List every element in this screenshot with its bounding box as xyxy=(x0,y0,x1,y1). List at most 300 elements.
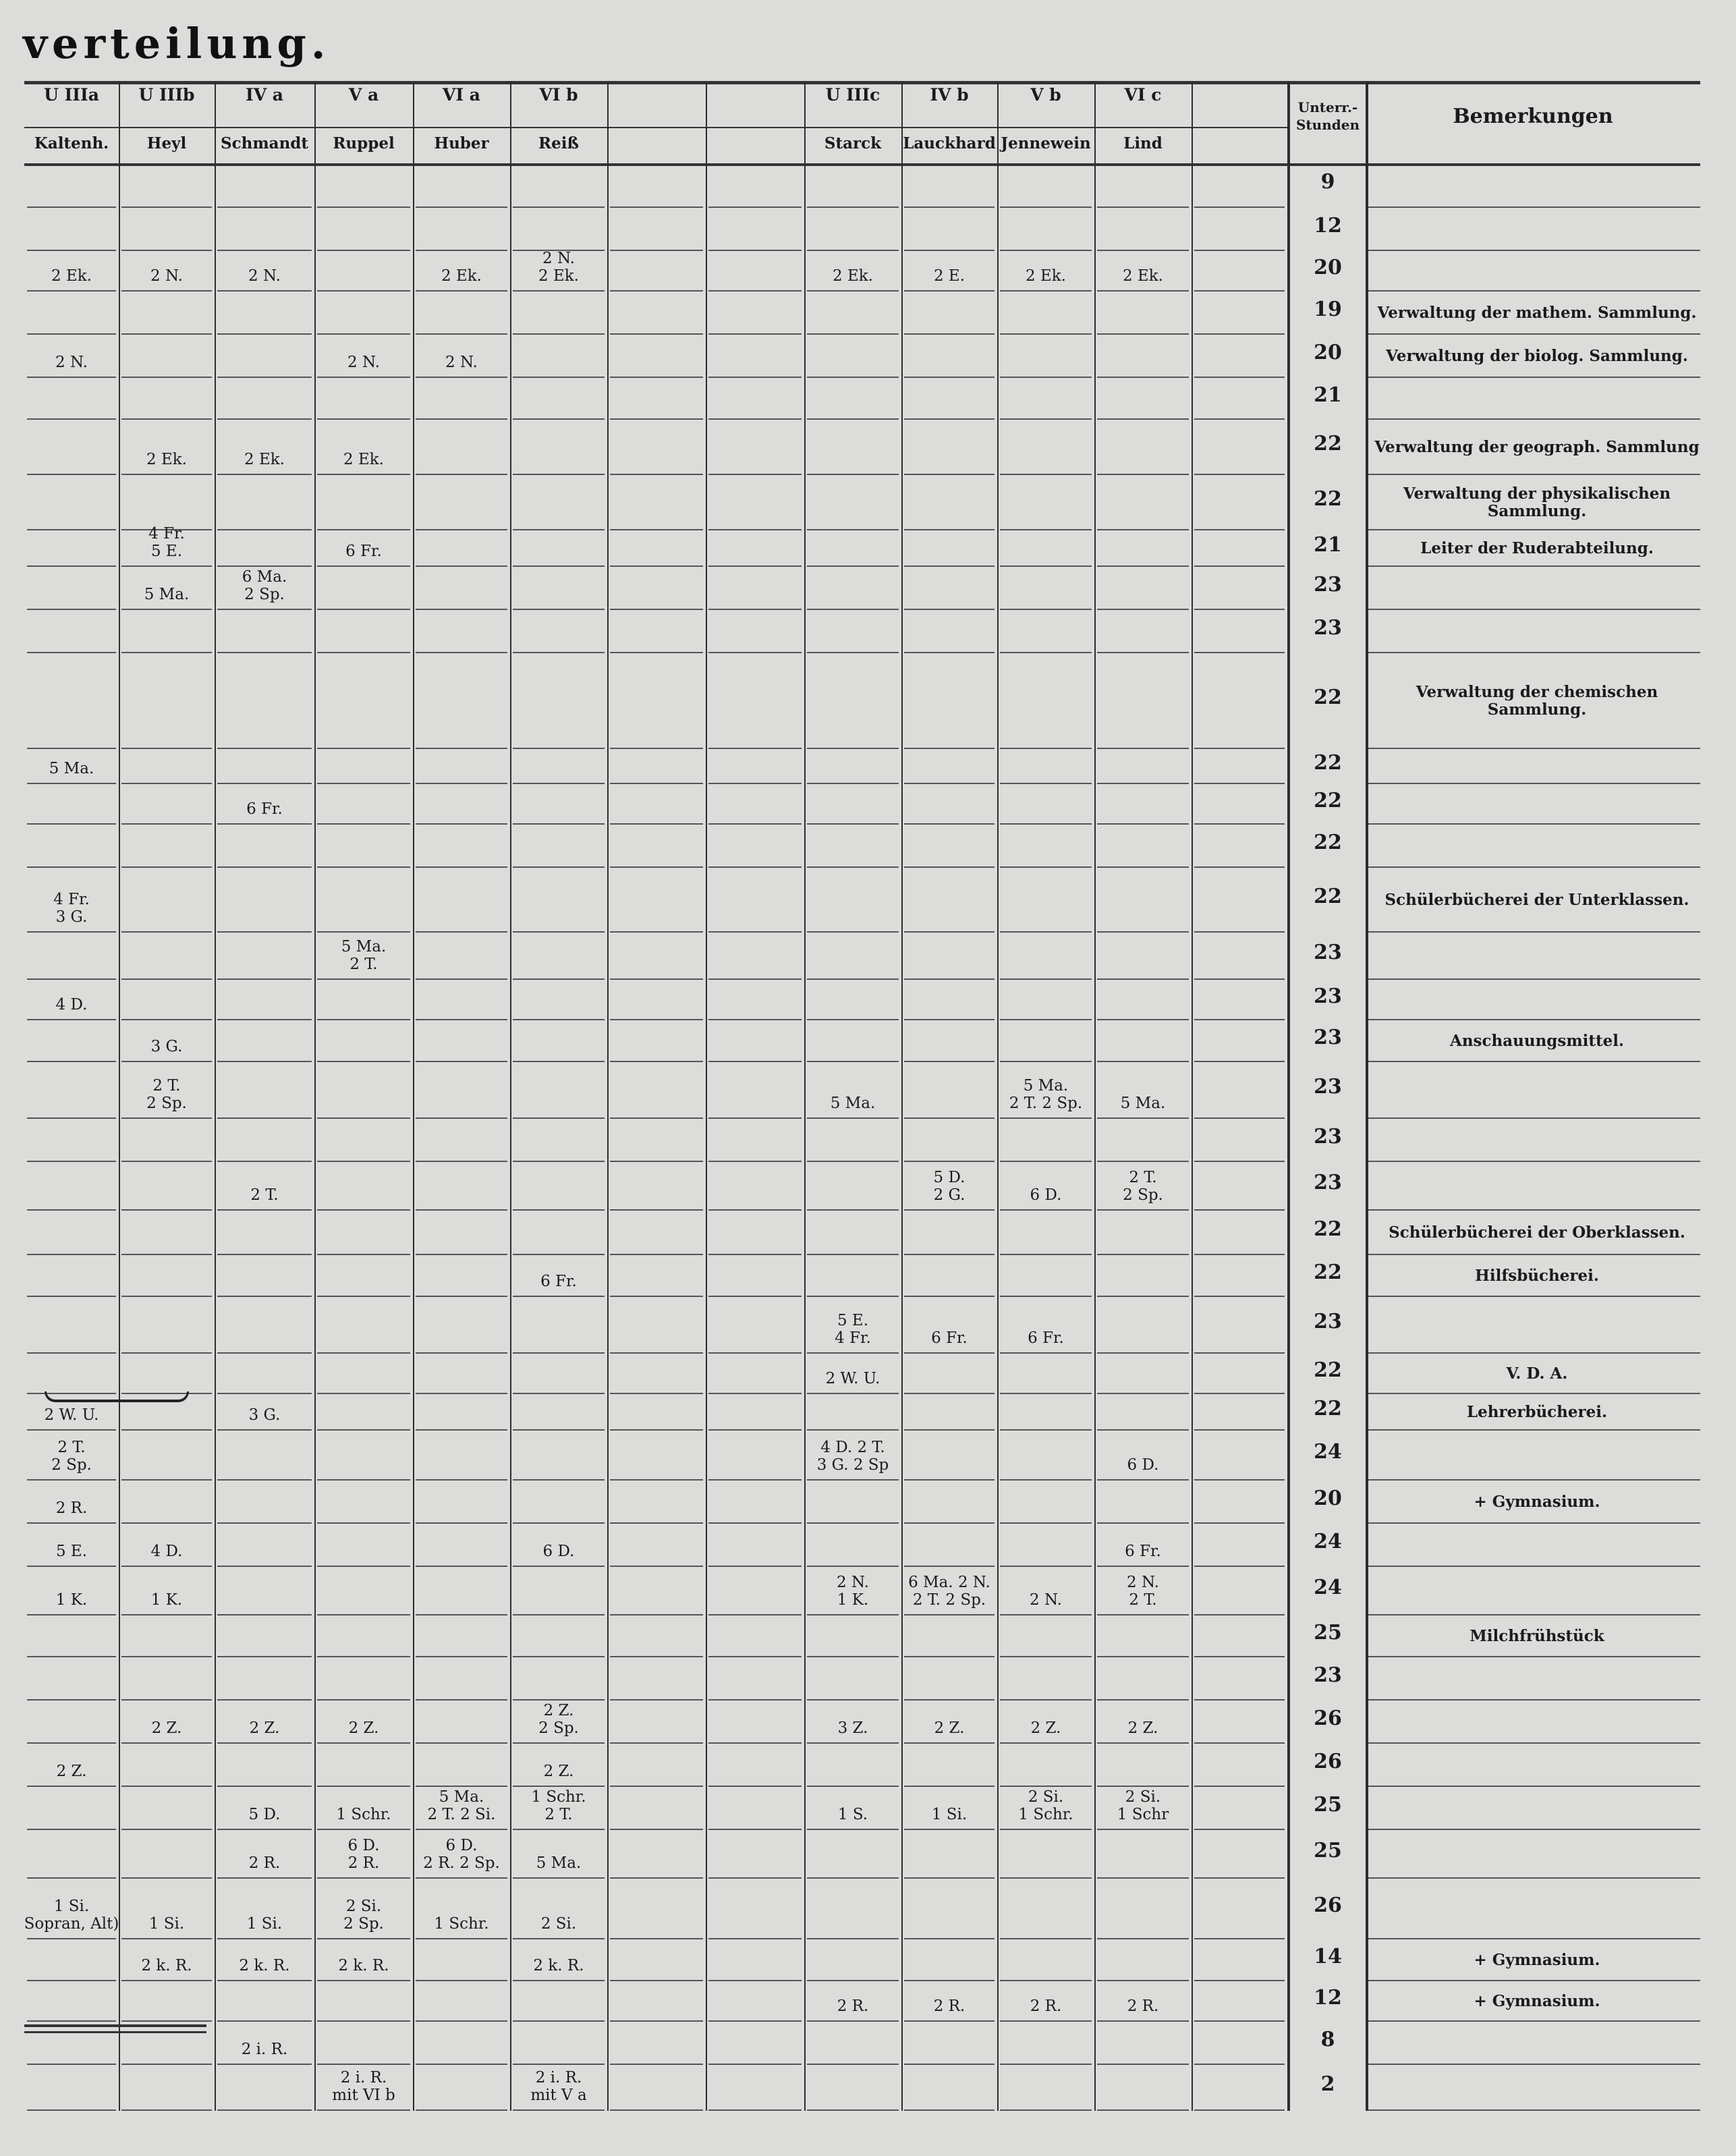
row-rule xyxy=(317,290,410,292)
row-rule xyxy=(1000,1429,1092,1431)
row-rule xyxy=(1000,474,1092,475)
row-rule xyxy=(513,1614,605,1615)
row-rule xyxy=(610,1522,703,1524)
hours-value: 20 xyxy=(1314,1487,1342,1510)
row-rule xyxy=(121,978,212,980)
row-rule xyxy=(27,1938,116,1939)
row-rule xyxy=(708,1254,802,1255)
row-rule xyxy=(610,1786,703,1787)
row-rule xyxy=(416,1117,507,1119)
row-rule xyxy=(807,978,899,980)
row-rule xyxy=(708,333,802,335)
row-rule xyxy=(1000,1614,1092,1615)
row-rule xyxy=(1194,1980,1285,1981)
row-rule xyxy=(904,2020,995,2022)
row-rule xyxy=(27,474,116,475)
table-cell: 5 Ma. xyxy=(536,1854,582,1872)
table-cell: 1 Si. xyxy=(931,1806,968,1823)
table-cell: 2 Ek. xyxy=(1123,267,1163,285)
row-rule xyxy=(610,529,703,530)
row-rule xyxy=(807,1786,899,1787)
teacher-header: Heyl xyxy=(146,134,187,153)
row-rule xyxy=(1368,783,1700,784)
row-rule xyxy=(513,1117,605,1119)
row-rule xyxy=(708,1829,802,1830)
row-rule xyxy=(217,1161,312,1162)
row-rule xyxy=(1097,1938,1189,1939)
row-rule xyxy=(1194,609,1285,610)
row-rule xyxy=(1097,1352,1189,1354)
row-rule xyxy=(1368,931,1700,933)
column-divider xyxy=(607,81,609,2111)
row-rule xyxy=(610,1656,703,1657)
class-header: U IIIa xyxy=(44,85,99,105)
row-rule xyxy=(1194,250,1285,251)
row-rule xyxy=(1097,1117,1189,1119)
row-rule xyxy=(1368,474,1700,475)
row-rule xyxy=(1368,1019,1700,1020)
hours-value: 20 xyxy=(1314,341,1342,364)
row-rule xyxy=(1194,2109,1285,2111)
row-rule xyxy=(121,783,212,784)
row-rule xyxy=(708,978,802,980)
hours-value: 22 xyxy=(1314,1397,1342,1420)
row-rule xyxy=(1097,783,1189,784)
row-rule xyxy=(1000,866,1092,868)
table-cell: 2 Ek. xyxy=(146,451,187,468)
row-rule xyxy=(1000,1479,1092,1481)
row-rule xyxy=(610,1296,703,1297)
row-rule xyxy=(904,418,995,420)
row-rule xyxy=(1194,1938,1285,1939)
row-rule xyxy=(1194,206,1285,208)
row-rule xyxy=(416,1019,507,1020)
row-rule xyxy=(513,377,605,378)
row-rule xyxy=(513,333,605,335)
row-rule xyxy=(807,1429,899,1431)
row-rule xyxy=(807,1352,899,1354)
row-rule xyxy=(121,333,212,335)
row-rule xyxy=(513,1742,605,1744)
row-rule xyxy=(317,1479,410,1481)
hours-value: 26 xyxy=(1314,1894,1342,1917)
row-rule xyxy=(1000,565,1092,567)
row-rule xyxy=(513,1522,605,1524)
hours-value: 8 xyxy=(1320,2028,1335,2051)
row-rule xyxy=(217,1393,312,1394)
row-rule xyxy=(317,1980,410,1981)
row-rule xyxy=(416,652,507,653)
row-rule xyxy=(1368,250,1700,251)
row-rule xyxy=(513,1938,605,1939)
row-rule xyxy=(1194,1209,1285,1211)
row-rule xyxy=(217,1614,312,1615)
row-rule xyxy=(1368,290,1700,292)
row-rule xyxy=(27,783,116,784)
column-divider xyxy=(1366,81,1368,2111)
row-rule xyxy=(513,1786,605,1787)
row-rule xyxy=(513,1656,605,1657)
remark: Verwaltung der chemischen Sammlung. xyxy=(1416,683,1658,719)
row-rule xyxy=(317,866,410,868)
row-rule xyxy=(513,1161,605,1162)
hours-value: 22 xyxy=(1314,1261,1342,1284)
row-rule xyxy=(317,1117,410,1119)
row-rule xyxy=(904,333,995,335)
row-rule xyxy=(610,652,703,653)
row-rule xyxy=(416,1393,507,1394)
row-rule xyxy=(27,1786,116,1787)
hours-value: 23 xyxy=(1314,1125,1342,1149)
table-cell: 4 D. xyxy=(150,1543,183,1560)
row-rule xyxy=(807,1614,899,1615)
row-rule xyxy=(904,1742,995,1744)
hours-value: 22 xyxy=(1314,1358,1342,1382)
row-rule xyxy=(904,1117,995,1119)
hours-value: 24 xyxy=(1314,1576,1342,1599)
row-rule xyxy=(217,1742,312,1744)
row-rule xyxy=(1194,290,1285,292)
row-rule xyxy=(27,2064,116,2065)
remark: Verwaltung der biolog. Sammlung. xyxy=(1386,347,1688,365)
row-rule xyxy=(1097,1209,1189,1211)
row-rule xyxy=(317,333,410,335)
table-cell: 6 Fr. xyxy=(345,543,382,560)
row-rule xyxy=(1097,609,1189,610)
row-rule xyxy=(217,1877,312,1879)
row-rule xyxy=(1194,783,1285,784)
row-rule xyxy=(708,418,802,420)
table-cell: 2 N. xyxy=(445,354,478,371)
row-rule xyxy=(1097,652,1189,653)
hours-value: 21 xyxy=(1314,533,1342,557)
class-header: IV a xyxy=(246,85,283,105)
row-rule xyxy=(807,290,899,292)
hours-value: 23 xyxy=(1314,985,1342,1008)
row-rule xyxy=(904,1938,995,1939)
row-rule xyxy=(1000,250,1092,251)
row-rule xyxy=(904,1254,995,1255)
row-rule xyxy=(1097,2020,1189,2022)
row-rule xyxy=(317,250,410,251)
row-rule xyxy=(807,1019,899,1020)
table-cell: 6 Fr. xyxy=(1028,1329,1064,1347)
hours-value: 12 xyxy=(1314,214,1342,238)
table-cell: 2 Si. 1 Schr. xyxy=(1018,1788,1073,1823)
table-cell: 5 Ma. 2 T. 2 Si. xyxy=(427,1788,496,1823)
row-rule xyxy=(807,2020,899,2022)
row-rule xyxy=(217,823,312,825)
row-rule xyxy=(27,866,116,868)
remark: Verwaltung der mathem. Sammlung. xyxy=(1377,304,1697,322)
row-rule xyxy=(513,1352,605,1354)
row-rule xyxy=(317,1393,410,1394)
row-rule xyxy=(27,1742,116,1744)
row-rule xyxy=(1000,529,1092,530)
row-rule xyxy=(1097,931,1189,933)
row-rule xyxy=(904,1209,995,1211)
row-rule xyxy=(27,1877,116,1879)
row-rule xyxy=(317,1786,410,1787)
row-rule xyxy=(121,290,212,292)
row-rule xyxy=(513,1429,605,1431)
table-cell: 2 T. xyxy=(250,1186,279,1204)
row-rule xyxy=(904,1352,995,1354)
row-rule xyxy=(513,1061,605,1062)
row-rule xyxy=(513,1566,605,1567)
row-rule xyxy=(807,931,899,933)
row-rule xyxy=(1000,1829,1092,1830)
row-rule xyxy=(27,290,116,292)
row-rule xyxy=(904,652,995,653)
table-cell: 2 k. R. xyxy=(141,1957,192,1974)
row-rule xyxy=(807,1522,899,1524)
row-rule xyxy=(217,1061,312,1062)
row-rule xyxy=(1097,1393,1189,1394)
row-rule xyxy=(1194,1117,1285,1119)
row-rule xyxy=(1097,1742,1189,1744)
row-rule xyxy=(317,1254,410,1255)
table-cell: 1 Schr. xyxy=(434,1915,489,1933)
table-cell: 6 Ma. 2 N. 2 T. 2 Sp. xyxy=(908,1574,990,1609)
row-rule xyxy=(610,1117,703,1119)
row-rule xyxy=(904,866,995,868)
row-rule xyxy=(904,290,995,292)
row-rule xyxy=(121,1980,212,1981)
row-rule xyxy=(217,931,312,933)
row-rule xyxy=(1368,1699,1700,1701)
row-rule xyxy=(904,1296,995,1297)
row-rule xyxy=(708,1938,802,1939)
hours-value: 14 xyxy=(1314,1945,1342,1968)
row-rule xyxy=(807,1479,899,1481)
row-rule xyxy=(807,206,899,208)
row-rule xyxy=(1000,1117,1092,1119)
row-rule xyxy=(1000,377,1092,378)
row-rule xyxy=(121,1019,212,1020)
hours-header: Unterr.- Stunden xyxy=(1295,99,1360,133)
row-rule xyxy=(513,2064,605,2065)
row-rule xyxy=(416,783,507,784)
class-header: V a xyxy=(348,85,379,105)
row-rule xyxy=(317,1161,410,1162)
hours-value: 23 xyxy=(1314,1171,1342,1194)
row-rule xyxy=(708,1393,802,1394)
row-rule xyxy=(1097,1522,1189,1524)
row-rule xyxy=(317,2109,410,2111)
table-cell: 1 K. xyxy=(150,1591,183,1609)
row-rule xyxy=(1368,1161,1700,1162)
row-rule xyxy=(27,609,116,610)
row-rule xyxy=(1097,1614,1189,1615)
row-rule xyxy=(610,2020,703,2022)
row-rule xyxy=(807,1254,899,1255)
row-rule xyxy=(416,609,507,610)
table-cell: 2 Z. xyxy=(1127,1719,1158,1737)
row-rule xyxy=(708,1161,802,1162)
row-rule xyxy=(317,377,410,378)
row-rule xyxy=(27,1296,116,1297)
row-rule xyxy=(904,978,995,980)
hours-value: 24 xyxy=(1314,1530,1342,1553)
remark: Anschauungsmittel. xyxy=(1449,1032,1625,1050)
row-rule xyxy=(1368,866,1700,868)
row-rule xyxy=(1000,2064,1092,2065)
teacher-header: Kaltenh. xyxy=(34,134,109,153)
table-cell: 2 Ek. xyxy=(343,451,384,468)
row-rule xyxy=(1194,2020,1285,2022)
row-rule xyxy=(416,1980,507,1981)
row-rule xyxy=(416,1938,507,1939)
row-rule xyxy=(1000,978,1092,980)
row-rule xyxy=(121,1161,212,1162)
table-cell: 1 Schr. xyxy=(336,1806,391,1823)
row-rule xyxy=(416,1566,507,1567)
row-rule xyxy=(807,1742,899,1744)
row-rule xyxy=(27,1479,116,1481)
row-rule xyxy=(610,333,703,335)
row-rule xyxy=(27,1429,116,1431)
row-rule xyxy=(317,1614,410,1615)
row-rule xyxy=(1368,2109,1700,2111)
row-rule xyxy=(807,783,899,784)
row-rule xyxy=(807,1566,899,1567)
row-rule xyxy=(121,1699,212,1701)
row-rule xyxy=(27,418,116,420)
row-rule xyxy=(1000,1061,1092,1062)
row-rule xyxy=(416,2109,507,2111)
row-rule xyxy=(217,1296,312,1297)
row-rule xyxy=(610,1980,703,1981)
row-rule xyxy=(708,1019,802,1020)
row-rule xyxy=(317,1296,410,1297)
row-rule xyxy=(317,1938,410,1939)
column-divider xyxy=(119,81,120,2111)
row-rule xyxy=(708,1522,802,1524)
row-rule xyxy=(416,1254,507,1255)
row-rule xyxy=(807,1877,899,1879)
row-rule xyxy=(27,1254,116,1255)
row-rule xyxy=(904,1699,995,1701)
row-rule xyxy=(416,1786,507,1787)
row-rule xyxy=(513,1479,605,1481)
table-cell: 2 R. xyxy=(837,1997,869,2015)
row-rule xyxy=(807,1656,899,1657)
table-cell: 2 N. 2 T. xyxy=(1127,1574,1159,1609)
class-header: V b xyxy=(1030,85,1061,105)
row-rule xyxy=(807,418,899,420)
row-rule xyxy=(610,1352,703,1354)
remark: Verwaltung der geograph. Sammlung xyxy=(1374,438,1700,456)
row-rule xyxy=(807,1393,899,1394)
hours-value: 23 xyxy=(1314,941,1342,964)
row-rule xyxy=(708,1429,802,1431)
row-rule xyxy=(121,1117,212,1119)
row-rule xyxy=(27,1352,116,1354)
table-cell: 2 N. xyxy=(1030,1591,1062,1609)
row-rule xyxy=(513,748,605,749)
row-rule xyxy=(1194,1254,1285,1255)
row-rule xyxy=(121,1829,212,1830)
row-rule xyxy=(904,1614,995,1615)
top-rule xyxy=(24,81,1700,84)
row-rule xyxy=(121,652,212,653)
row-rule xyxy=(416,866,507,868)
row-rule xyxy=(1194,1614,1285,1615)
row-rule xyxy=(217,250,312,251)
row-rule xyxy=(610,1254,703,1255)
row-rule xyxy=(1368,1352,1700,1354)
hours-value: 22 xyxy=(1314,432,1342,455)
row-rule xyxy=(708,1656,802,1657)
row-rule xyxy=(513,652,605,653)
table-cell: 2 Si. 1 Schr xyxy=(1117,1788,1169,1823)
row-rule xyxy=(610,418,703,420)
row-rule xyxy=(217,206,312,208)
row-rule xyxy=(416,474,507,475)
row-rule xyxy=(513,1296,605,1297)
row-rule xyxy=(121,377,212,378)
column-divider xyxy=(510,81,511,2111)
column-divider xyxy=(413,81,414,2111)
row-rule xyxy=(217,2020,312,2022)
row-rule xyxy=(904,250,995,251)
header-mid-rule xyxy=(24,127,1287,128)
row-rule xyxy=(904,474,995,475)
row-rule xyxy=(513,418,605,420)
row-rule xyxy=(708,1566,802,1567)
row-rule xyxy=(904,377,995,378)
row-rule xyxy=(610,748,703,749)
row-rule xyxy=(1000,333,1092,335)
row-rule xyxy=(317,529,410,530)
row-rule xyxy=(904,1479,995,1481)
row-rule xyxy=(27,1980,116,1981)
row-rule xyxy=(27,1699,116,1701)
hours-value: 20 xyxy=(1314,256,1342,279)
row-rule xyxy=(416,1352,507,1354)
row-rule xyxy=(121,1938,212,1939)
hours-value: 22 xyxy=(1314,487,1342,511)
row-rule xyxy=(1000,1699,1092,1701)
row-rule xyxy=(807,1980,899,1981)
row-rule xyxy=(1194,1061,1285,1062)
row-rule xyxy=(807,1699,899,1701)
row-rule xyxy=(416,333,507,335)
row-rule xyxy=(610,978,703,980)
row-rule xyxy=(1097,1429,1189,1431)
row-rule xyxy=(217,1786,312,1787)
row-rule xyxy=(1368,1614,1700,1615)
row-rule xyxy=(1368,1296,1700,1297)
row-rule xyxy=(1368,2020,1700,2022)
table-cell: 2 Z. xyxy=(1030,1719,1061,1737)
row-rule xyxy=(904,609,995,610)
table-cell: 2 N. xyxy=(248,267,281,285)
table-cell: 5 D. xyxy=(248,1806,281,1823)
row-rule xyxy=(27,1566,116,1567)
teacher-header: Starck xyxy=(824,134,882,153)
row-rule xyxy=(610,377,703,378)
row-rule xyxy=(513,1019,605,1020)
row-rule xyxy=(807,1117,899,1119)
table-cell: 2 R. xyxy=(1127,1997,1159,2015)
remark: Leiter der Ruderabteilung. xyxy=(1420,539,1654,557)
row-rule xyxy=(416,1614,507,1615)
table-cell: 5 Ma. xyxy=(49,760,94,777)
row-rule xyxy=(610,1209,703,1211)
row-rule xyxy=(708,1699,802,1701)
